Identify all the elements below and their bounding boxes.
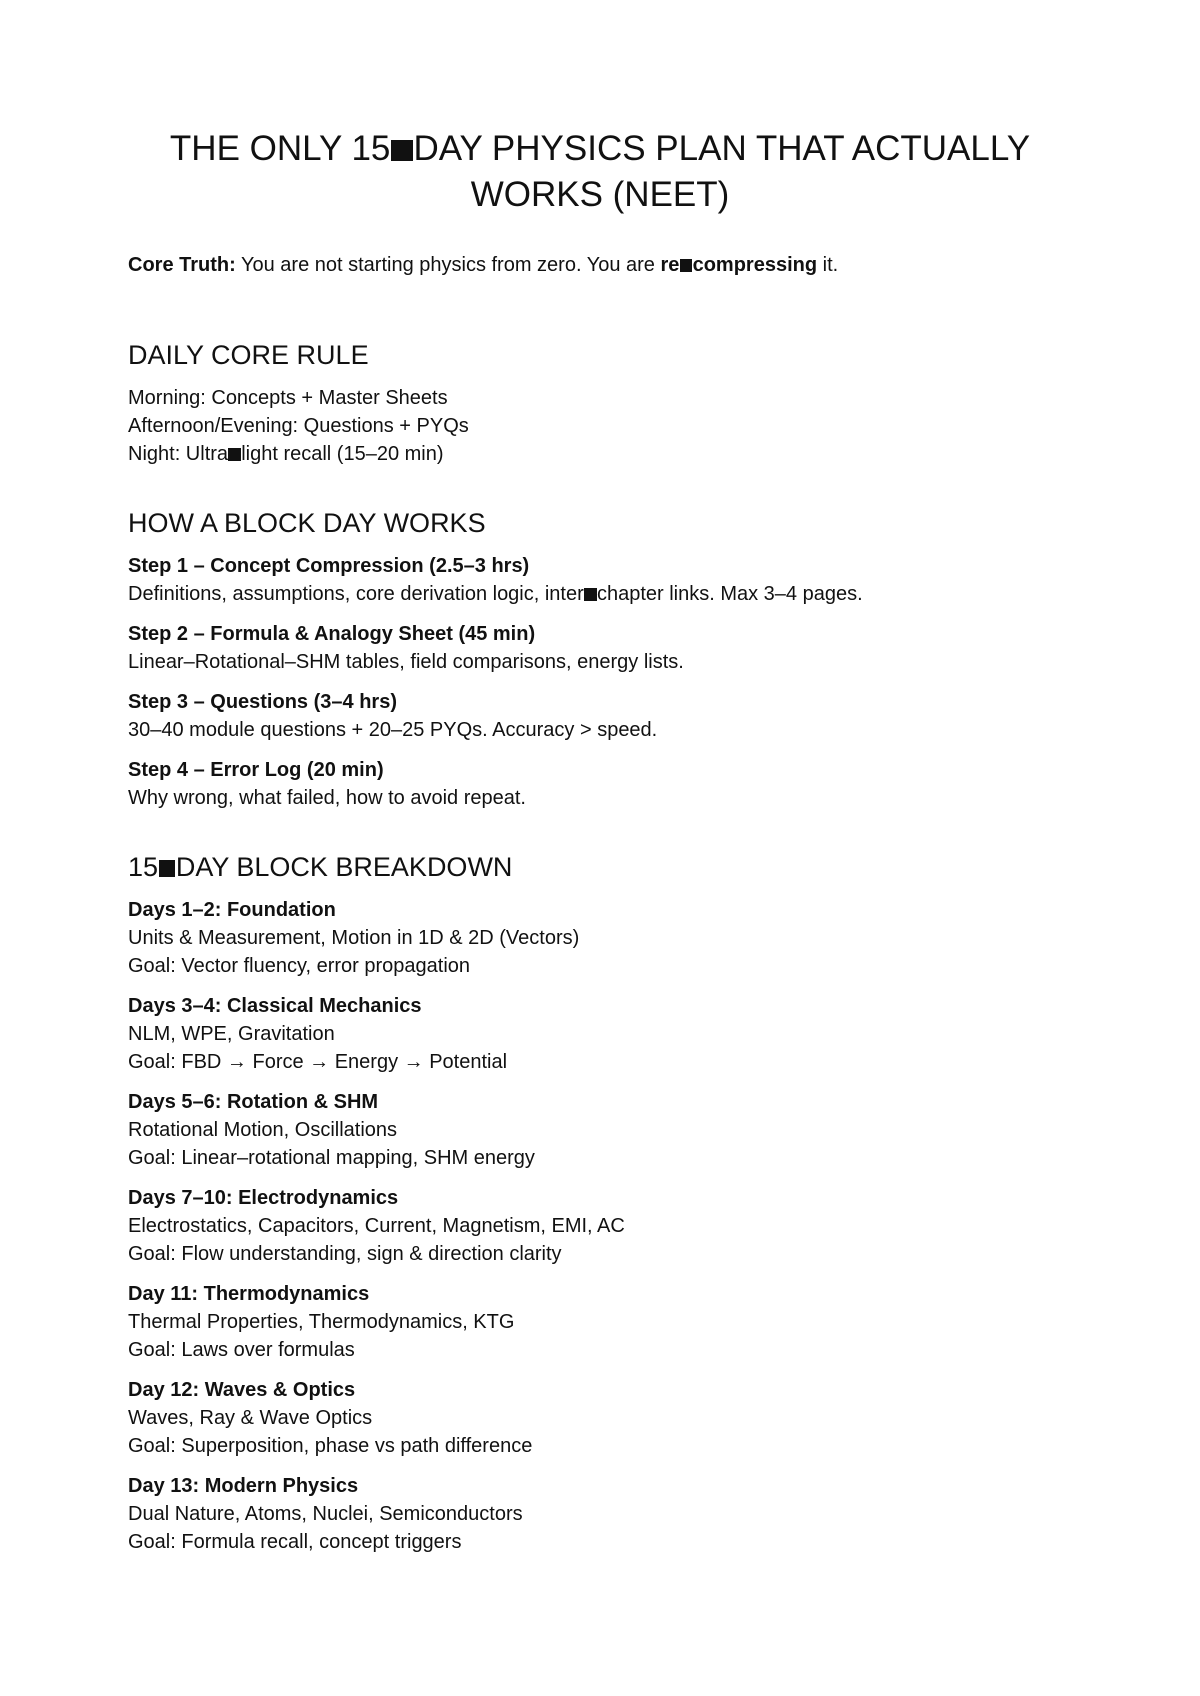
- step-item: [128, 620, 1072, 676]
- core-truth-emphasis: re compressing: [660, 254, 818, 276]
- step-title: Step 1 – Concept Compression (2.5–3 hrs): [128, 555, 530, 577]
- block-title: Days 3–4: Classical Mechanics: [128, 995, 422, 1017]
- block-item: [128, 1376, 1072, 1460]
- block-goal: Goal: Formula recall, concept triggers: [128, 1531, 462, 1553]
- block-title: Day 11: Thermodynamics: [128, 1283, 370, 1305]
- daily-core-rule-lines: [128, 384, 1072, 468]
- core-truth-paragraph: [128, 252, 1072, 278]
- document-page: [128, 126, 1072, 1556]
- how-block-day-works-heading: HOW A BLOCK DAY WORKS: [128, 508, 486, 538]
- black-square-glyph: [391, 140, 413, 162]
- block-topics: Thermal Properties, Thermodynamics, KTG: [128, 1311, 515, 1333]
- page-title: [128, 126, 1072, 218]
- block-title: Day 12: Waves & Optics: [128, 1379, 356, 1401]
- block-goal: Goal: FBD → Force → Energy → Potential: [128, 1051, 508, 1073]
- block-goal: Goal: Superposition, phase vs path difference: [128, 1435, 533, 1457]
- block-goal: Goal: Linear–rotational mapping, SHM energy: [128, 1147, 535, 1169]
- black-square-glyph: [680, 259, 692, 271]
- daily-core-rule-heading: DAILY CORE RULE: [128, 340, 369, 370]
- block-goal: Goal: Laws over formulas: [128, 1339, 355, 1361]
- block-item: [128, 1088, 1072, 1172]
- block-item: [128, 992, 1072, 1076]
- core-truth-text-2: it.: [817, 254, 839, 276]
- black-square-glyph: [159, 860, 176, 877]
- step-text: Linear–Rotational–SHM tables, field comparisons, energy lists.: [128, 651, 684, 673]
- block-title: Days 5–6: Rotation & SHM: [128, 1091, 379, 1113]
- block-goal: Goal: Vector fluency, error propagation: [128, 955, 471, 977]
- step-title: Step 3 – Questions (3–4 hrs): [128, 691, 397, 713]
- step-title: Step 2 – Formula & Analogy Sheet (45 min): [128, 623, 536, 645]
- block-topics: Waves, Ray & Wave Optics: [128, 1407, 373, 1429]
- block-title: Days 1–2: Foundation: [128, 899, 336, 921]
- block-topics: Electrostatics, Capacitors, Current, Magnetism, EMI, AC: [128, 1215, 625, 1237]
- block-item: [128, 896, 1072, 980]
- daily-rule-afternoon: Afternoon/Evening: Questions + PYQs: [128, 415, 469, 437]
- core-truth-text-1: You are not starting physics from zero. You are: [240, 254, 661, 276]
- title-line-2: WORKS (NEET): [470, 175, 730, 214]
- core-truth-label: Core Truth:: [128, 254, 236, 276]
- block-item: [128, 1184, 1072, 1268]
- block-topics: Units & Measurement, Motion in 1D & 2D (Vectors): [128, 927, 580, 949]
- step-item: [128, 552, 1072, 608]
- block-topics: Rotational Motion, Oscillations: [128, 1119, 398, 1141]
- step-text: 30–40 module questions + 20–25 PYQs. Accuracy > speed.: [128, 719, 658, 741]
- block-title: Days 7–10: Electrodynamics: [128, 1187, 399, 1209]
- black-square-glyph: [228, 448, 240, 460]
- block-topics: Dual Nature, Atoms, Nuclei, Semiconductors: [128, 1503, 523, 1525]
- step-item: [128, 756, 1072, 812]
- block-item: [128, 1280, 1072, 1364]
- block-breakdown-heading: 15 DAY BLOCK BREAKDOWN: [128, 852, 513, 882]
- title-line-1: THE ONLY 15 DAY PHYSICS PLAN THAT ACTUALLY: [169, 129, 1031, 168]
- step-text: Definitions, assumptions, core derivation logic, inter chapter links. Max 3–4 pages.: [128, 583, 863, 605]
- daily-rule-night: Night: Ultra light recall (15–20 min): [128, 443, 444, 465]
- block-item: [128, 1472, 1072, 1556]
- black-square-glyph: [584, 588, 596, 600]
- step-title: Step 4 – Error Log (20 min): [128, 759, 384, 781]
- block-topics: NLM, WPE, Gravitation: [128, 1023, 335, 1045]
- daily-rule-morning: Morning: Concepts + Master Sheets: [128, 387, 448, 409]
- step-text: Why wrong, what failed, how to avoid repeat.: [128, 787, 526, 809]
- step-item: [128, 688, 1072, 744]
- block-title: Day 13: Modern Physics: [128, 1475, 359, 1497]
- block-goal: Goal: Flow understanding, sign & direction clarity: [128, 1243, 562, 1265]
